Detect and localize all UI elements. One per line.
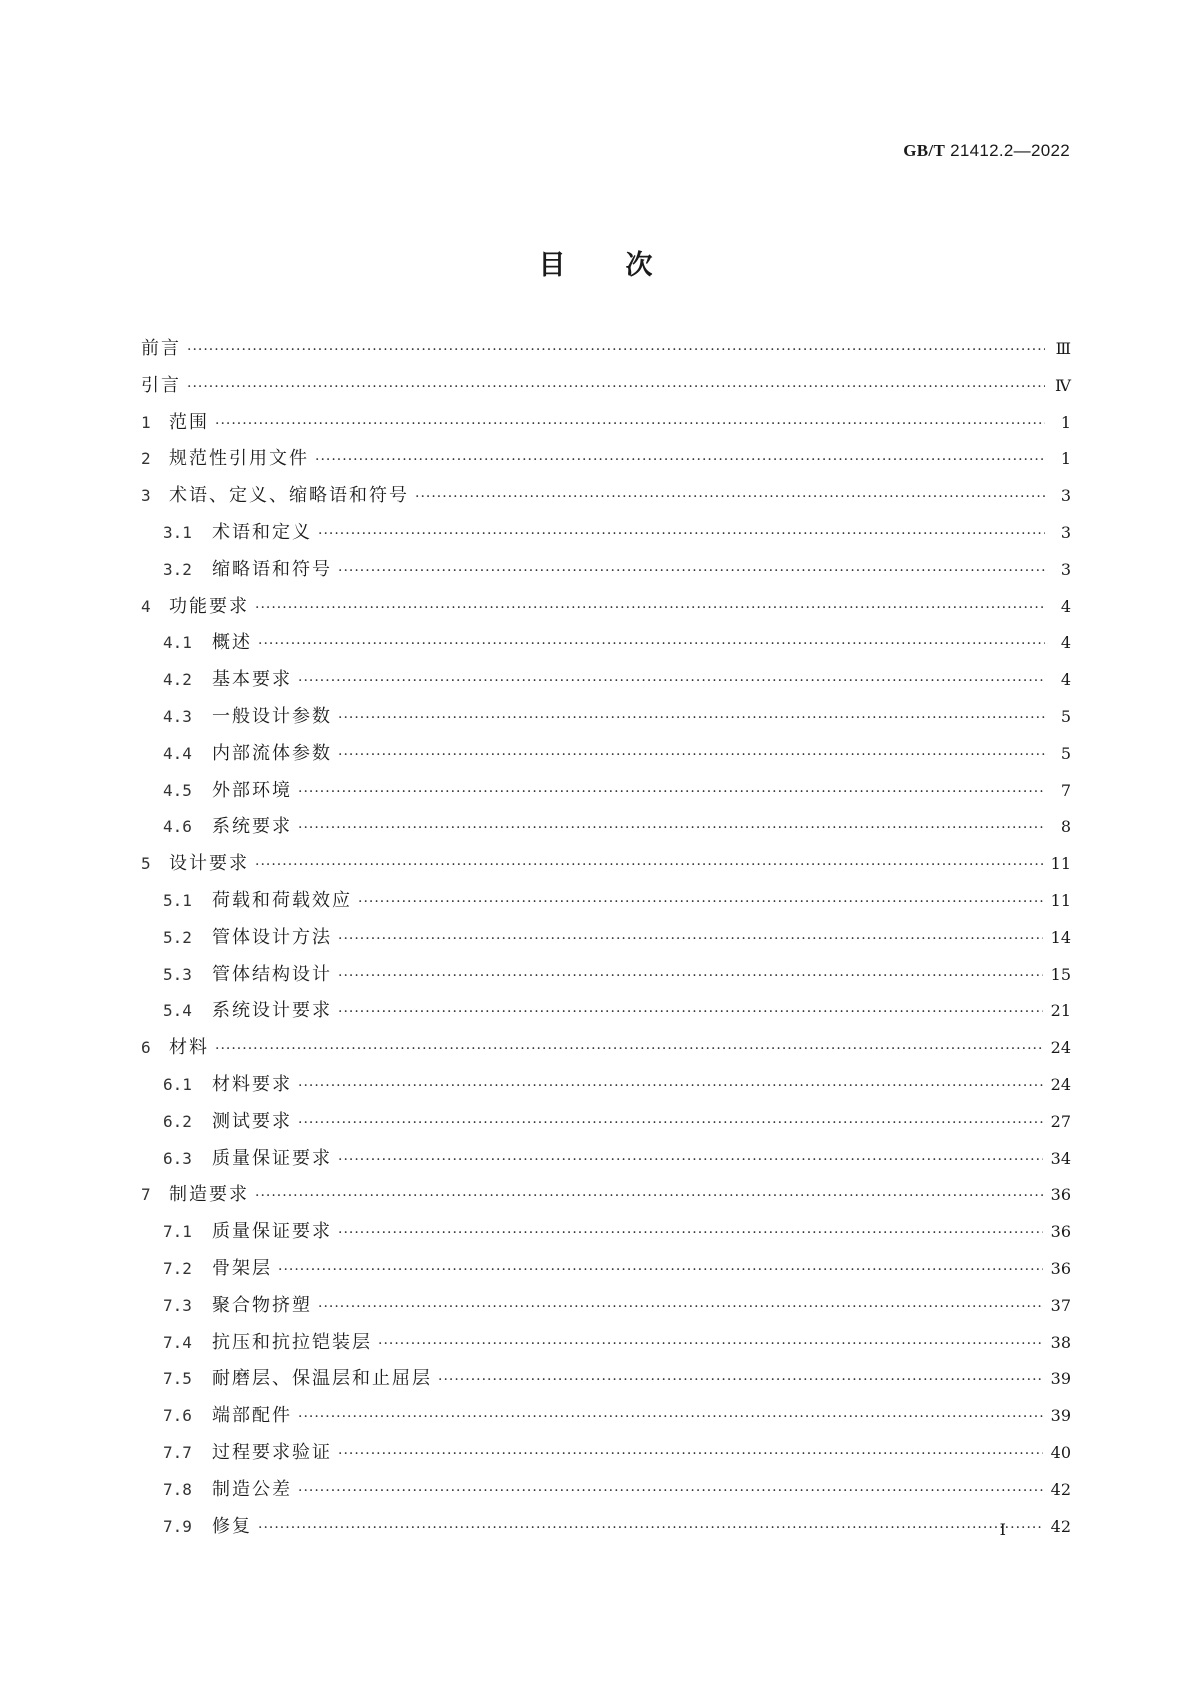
dot-leader (318, 526, 1045, 542)
toc-entry-number: 6.1 (163, 1074, 192, 1094)
toc-entry-label: 规范性引用文件 (169, 448, 309, 470)
toc-entry-page: 24 (1050, 1074, 1071, 1094)
toc-entry-page: 3 (1060, 522, 1071, 542)
toc-entry-page: 3 (1060, 559, 1071, 579)
toc-entry-number: 6.2 (163, 1111, 192, 1131)
toc-entry-number: 7.9 (163, 1516, 192, 1536)
toc-entry-label: 耐磨层、保温层和止屈层 (212, 1368, 432, 1390)
toc-entry-number: 7.5 (163, 1369, 192, 1389)
toc-entry[interactable] (141, 334, 1071, 371)
dot-leader (298, 1483, 1043, 1499)
toc-entry-page: 14 (1050, 927, 1071, 947)
toc-entry-number: 4.2 (163, 670, 192, 690)
toc-entry[interactable] (141, 849, 1071, 886)
dot-leader (187, 342, 1045, 358)
toc-entry-label: 制造公差 (212, 1478, 292, 1500)
toc-entry-label: 范围 (169, 411, 209, 433)
toc-entry-page: 11 (1050, 890, 1071, 910)
toc-entry[interactable] (141, 812, 1071, 849)
toc-entry-number: 5.2 (163, 927, 192, 947)
toc-entry-page: 36 (1050, 1258, 1071, 1278)
toc-entry[interactable] (141, 555, 1071, 592)
toc-entry-number: 7.2 (163, 1258, 192, 1278)
dot-leader (338, 1446, 1043, 1462)
dot-leader (338, 1225, 1043, 1241)
toc-entry-page: 15 (1050, 964, 1071, 984)
toc-entry-label: 引言 (141, 374, 181, 396)
toc-entry-number: 3.2 (163, 559, 192, 579)
toc-entry[interactable] (141, 1328, 1071, 1365)
dot-leader (338, 747, 1045, 763)
toc-entry-number: 5.1 (163, 890, 192, 910)
dot-leader (258, 636, 1045, 652)
toc-entry-page: 24 (1050, 1038, 1071, 1058)
toc-entry-number: 7.6 (163, 1406, 192, 1426)
toc-entry-page: 36 (1050, 1222, 1071, 1242)
dot-leader (298, 673, 1045, 689)
toc-entry-page: Ⅳ (1055, 375, 1071, 395)
dot-leader (338, 1152, 1043, 1168)
toc-entry[interactable] (141, 1401, 1071, 1438)
toc-entry[interactable] (141, 1291, 1071, 1328)
toc-entry-label: 过程要求验证 (212, 1441, 332, 1463)
toc-entry[interactable] (141, 923, 1071, 960)
toc-entry-number: 5.4 (163, 1001, 192, 1021)
toc-entry-label: 概述 (212, 632, 252, 654)
toc-entry-number: 1 (141, 412, 151, 432)
toc-entry-page: 21 (1050, 1001, 1071, 1021)
toc-entry-label: 系统设计要求 (212, 1000, 332, 1022)
toc-entry[interactable] (141, 408, 1071, 445)
toc-entry-page: 8 (1060, 817, 1071, 837)
toc-entry[interactable] (141, 1107, 1071, 1144)
dot-leader (315, 452, 1045, 468)
table-of-contents (141, 334, 1071, 1548)
page-folio: Ⅰ (999, 1520, 1006, 1539)
toc-entry-number: 6 (141, 1038, 151, 1058)
toc-entry-number: 4.5 (163, 780, 192, 800)
toc-entry[interactable] (141, 481, 1071, 518)
dot-leader (415, 489, 1045, 505)
toc-entry-label: 基本要求 (212, 669, 292, 691)
dot-leader (298, 1409, 1043, 1425)
toc-entry-page: 11 (1050, 854, 1071, 874)
dot-leader (338, 563, 1045, 579)
dot-leader (255, 857, 1043, 873)
toc-entry[interactable] (141, 1217, 1071, 1254)
toc-entry[interactable] (141, 628, 1071, 665)
toc-entry-page: 5 (1060, 706, 1071, 726)
toc-entry-number: 2 (141, 449, 151, 469)
toc-entry-number: 7.3 (163, 1295, 192, 1315)
toc-entry-label: 骨架层 (212, 1257, 272, 1279)
toc-entry-label: 设计要求 (169, 853, 249, 875)
dot-leader (187, 379, 1045, 395)
toc-entry[interactable] (141, 592, 1071, 629)
toc-entry-page: 4 (1060, 633, 1071, 653)
toc-entry-number: 3 (141, 486, 151, 506)
toc-entry-label: 系统要求 (212, 816, 292, 838)
toc-entry-page: 39 (1050, 1369, 1071, 1389)
toc-entry-label: 术语和定义 (212, 521, 312, 543)
toc-entry-label: 材料 (169, 1037, 209, 1059)
toc-entry[interactable] (141, 665, 1071, 702)
standard-prefix: GB/T (903, 141, 946, 160)
standard-code (903, 141, 1070, 161)
dot-leader (255, 600, 1045, 616)
toc-entry-number: 4 (141, 596, 151, 616)
toc-entry-number: 5 (141, 854, 151, 874)
standard-number: 21412.2—2022 (950, 141, 1070, 160)
toc-entry-label: 材料要求 (212, 1073, 292, 1095)
toc-entry-number: 7.8 (163, 1479, 192, 1499)
dot-leader (298, 1115, 1043, 1131)
toc-entry[interactable] (141, 444, 1071, 481)
toc-entry-label: 制造要求 (169, 1184, 249, 1206)
toc-entry-number: 7.1 (163, 1222, 192, 1242)
toc-entry-number: 7.7 (163, 1442, 192, 1462)
toc-entry[interactable] (141, 1438, 1071, 1475)
toc-entry-label: 管体结构设计 (212, 963, 332, 985)
toc-entry-page: 42 (1050, 1516, 1071, 1536)
toc-entry-number: 4.4 (163, 743, 192, 763)
toc-entry-label: 内部流体参数 (212, 742, 332, 764)
dot-leader (215, 1041, 1043, 1057)
toc-entry-number: 3.1 (163, 522, 192, 542)
toc-entry-page: 36 (1050, 1185, 1071, 1205)
toc-entry-label: 荷载和荷载效应 (212, 889, 352, 911)
toc-entry-label: 管体设计方法 (212, 926, 332, 948)
toc-entry[interactable] (141, 1475, 1071, 1512)
toc-entry-number: 5.3 (163, 964, 192, 984)
toc-entry[interactable] (141, 1254, 1071, 1291)
toc-entry-page: 38 (1050, 1332, 1071, 1352)
dot-leader (255, 1188, 1043, 1204)
page-title: 目次 (538, 250, 713, 281)
toc-entry[interactable] (141, 1144, 1071, 1181)
toc-entry[interactable] (141, 1033, 1071, 1070)
toc-entry-page: Ⅲ (1055, 339, 1071, 358)
toc-entry-number: 7 (141, 1185, 151, 1205)
toc-entry-label: 外部环境 (212, 779, 292, 801)
toc-entry-number: 6.3 (163, 1148, 192, 1168)
toc-entry-page: 1 (1060, 449, 1071, 469)
toc-entry-page: 7 (1060, 780, 1071, 800)
toc-entry[interactable] (141, 1070, 1071, 1107)
toc-entry-number: 4.6 (163, 817, 192, 837)
dot-leader (338, 931, 1043, 947)
dot-leader (318, 1299, 1043, 1315)
toc-entry-label: 抗压和抗拉铠装层 (212, 1331, 372, 1353)
toc-entry[interactable] (141, 739, 1071, 776)
dot-leader (258, 1520, 1043, 1536)
toc-entry-page: 3 (1060, 486, 1071, 506)
dot-leader (338, 710, 1045, 726)
toc-entry[interactable] (141, 518, 1071, 555)
dot-leader (358, 894, 1043, 910)
toc-entry-label: 术语、定义、缩略语和符号 (169, 485, 409, 507)
toc-entry[interactable] (141, 886, 1071, 923)
toc-entry-page: 27 (1050, 1111, 1071, 1131)
toc-entry-page: 37 (1050, 1295, 1071, 1315)
toc-entry-label: 一般设计参数 (212, 705, 332, 727)
dot-leader (215, 416, 1045, 432)
toc-entry-label: 聚合物挤塑 (212, 1294, 312, 1316)
toc-entry-label: 质量保证要求 (212, 1147, 332, 1169)
toc-entry-page: 39 (1050, 1406, 1071, 1426)
toc-entry-page: 1 (1060, 412, 1071, 432)
toc-entry-label: 功能要求 (169, 595, 249, 617)
toc-entry-label: 质量保证要求 (212, 1221, 332, 1243)
dot-leader (338, 968, 1043, 984)
toc-entry-page: 40 (1050, 1442, 1071, 1462)
dot-leader (378, 1336, 1043, 1352)
dot-leader (298, 820, 1045, 836)
dot-leader (438, 1372, 1043, 1388)
toc-entry[interactable] (141, 702, 1071, 739)
dot-leader (278, 1262, 1043, 1278)
dot-leader (338, 1004, 1043, 1020)
toc-entry-page: 34 (1050, 1148, 1071, 1168)
toc-entry[interactable] (141, 371, 1071, 408)
toc-entry-label: 前言 (141, 338, 181, 359)
toc-entry-page: 4 (1060, 596, 1071, 616)
toc-entry[interactable] (141, 1180, 1071, 1217)
toc-entry[interactable] (141, 1364, 1071, 1401)
toc-entry-label: 修复 (212, 1515, 252, 1537)
dot-leader (298, 784, 1045, 800)
toc-entry-page: 4 (1060, 670, 1071, 690)
toc-entry-number: 7.4 (163, 1332, 192, 1352)
toc-entry-number: 4.1 (163, 633, 192, 653)
toc-entry[interactable] (141, 776, 1071, 813)
toc-entry[interactable] (141, 996, 1071, 1033)
dot-leader (298, 1078, 1043, 1094)
toc-entry-label: 测试要求 (212, 1110, 292, 1132)
toc-entry[interactable] (141, 960, 1071, 997)
toc-entry-page: 5 (1060, 743, 1071, 763)
toc-entry-number: 4.3 (163, 706, 192, 726)
toc-entry[interactable] (141, 1512, 1071, 1549)
toc-entry-page: 42 (1050, 1479, 1071, 1499)
toc-entry-label: 端部配件 (212, 1405, 292, 1427)
toc-entry-label: 缩略语和符号 (212, 558, 332, 580)
